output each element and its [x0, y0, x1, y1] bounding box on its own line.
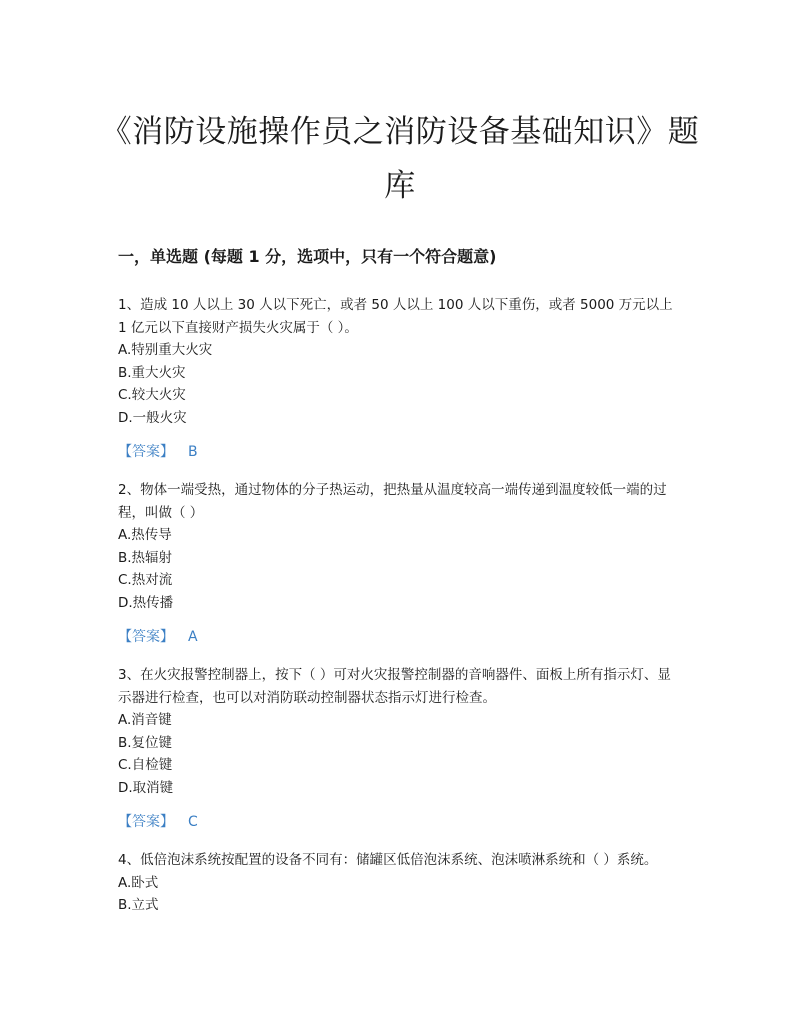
option-d: D.取消键	[118, 779, 174, 796]
option-c: C.热对流	[118, 572, 173, 588]
answer-value: B	[188, 444, 198, 460]
answer-line-2	[118, 626, 198, 648]
document-title: 《消防设施操作员之消防设备基础知识》题库	[100, 114, 700, 204]
question-stem: 4、低倍泡沫系统按配置的设备不同有：储罐区低倍泡沫系统、泡沫喷淋系统和（ ）系统。	[118, 852, 658, 868]
answer-line-1	[118, 441, 198, 463]
option-c: C.较大火灾	[118, 387, 186, 403]
answer-line-3	[118, 811, 198, 833]
option-d: D.一般火灾	[118, 409, 187, 426]
question-3	[118, 664, 683, 799]
answer-value: C	[188, 814, 198, 830]
option-c: C.自检键	[118, 757, 173, 773]
option-a: A.卧式	[118, 874, 159, 891]
question-4	[118, 849, 683, 917]
question-2	[118, 479, 683, 614]
option-b: B.复位键	[118, 734, 173, 751]
question-stem: 1、造成 10 人以上 30 人以下死亡，或者 50 人以上 100 人以下重伤，或者 5000 万元以上 1 亿元以下直接财产损失火灾属于（ ）。	[118, 297, 673, 336]
question-1	[118, 294, 683, 429]
answer-label: 【答案】	[118, 629, 174, 645]
answer-label: 【答案】	[118, 814, 174, 830]
option-a: A.特别重大火灾	[118, 342, 213, 358]
option-d: D.热传播	[118, 594, 174, 611]
option-a: A.热传导	[118, 527, 172, 543]
option-b: B.立式	[118, 897, 159, 913]
option-b: B.热辐射	[118, 549, 173, 566]
question-stem: 3、在火灾报警控制器上，按下（ ）可对火灾报警控制器的音响器件、面板上所有指示灯、显示器进行检查，也可以对消防联动控制器状态指示灯进行检查。	[118, 667, 671, 706]
section-heading: 一，单选题 (每题 1 分，选项中，只有一个符合题意)	[118, 247, 497, 266]
answer-value: A	[188, 629, 198, 645]
answer-label: 【答案】	[118, 444, 174, 460]
option-b: B.重大火灾	[118, 364, 186, 381]
question-stem: 2、物体一端受热，通过物体的分子热运动，把热量从温度较高一端传递到温度较低一端的过程，叫做（ ）	[118, 482, 667, 521]
option-a: A.消音键	[118, 712, 172, 728]
